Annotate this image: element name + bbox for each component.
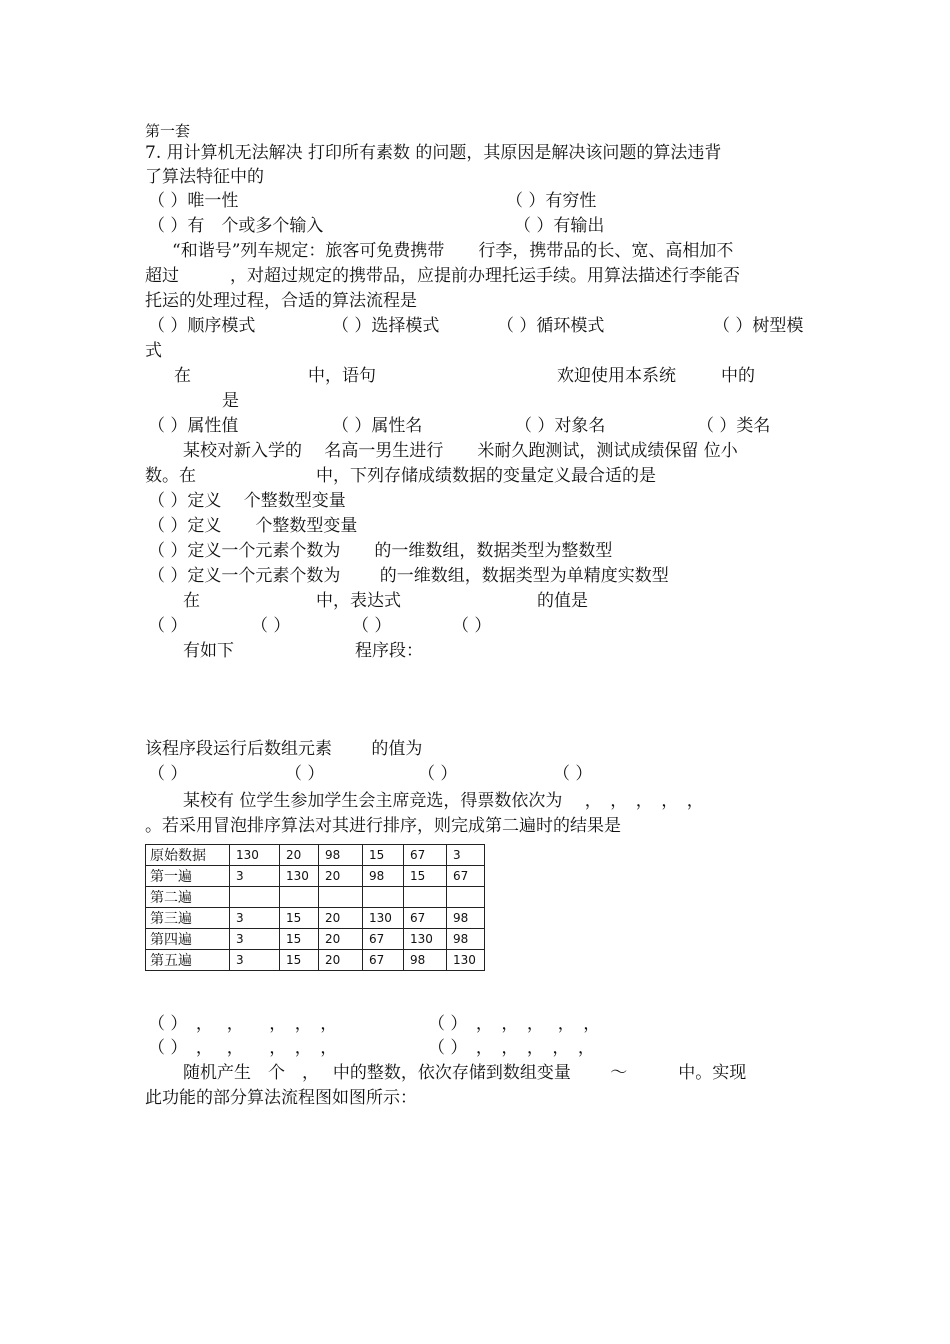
table-cell <box>404 887 447 908</box>
q7-option-a: （ ）唯一性 <box>148 191 239 211</box>
q8-option-a: （ ）顺序模式 <box>148 316 256 336</box>
table-row-label: 第三遍 <box>146 908 230 929</box>
q8-stem-line3: 托运的处理过程，合适的算法流程是 <box>145 291 417 311</box>
q10-stem-line2b: 中，下列存储成绩数据的变量定义最合适的是 <box>316 466 656 486</box>
table-cell: 98 <box>363 866 404 887</box>
q8-stem-line2: 超过 ，对超过规定的携带品，应提前办理托运手续。用算法描述行李能否 <box>145 266 740 286</box>
q7-option-b: （ ）有穷性 <box>506 191 597 211</box>
table-cell: 3 <box>230 929 280 950</box>
q9-option-b: （ ）属性名 <box>332 416 423 436</box>
q9-option-a: （ ）属性值 <box>148 416 239 436</box>
q9-stem-part3: 欢迎使用本系统 <box>557 366 676 386</box>
q9-option-c: （ ）对象名 <box>515 416 606 436</box>
table-row <box>146 929 485 950</box>
q12-option-d: （ ） <box>553 764 593 784</box>
q12-stem-part1: 有如下 <box>183 641 234 661</box>
table-row-label: 第四遍 <box>146 929 230 950</box>
table-cell: 130 <box>404 929 447 950</box>
table-cell <box>280 887 319 908</box>
table-cell: 3 <box>447 845 485 866</box>
table-cell <box>447 887 485 908</box>
q12-result-line: 该程序段运行后数组元素 的值为 <box>145 739 423 759</box>
q11-option-d: （ ） <box>452 616 492 636</box>
q13-stem-line2: 。若采用冒泡排序算法对其进行排序，则完成第二遍时的结果是 <box>145 816 621 836</box>
q13-option-b: （ ） ， ， ， ， ， <box>428 1014 601 1034</box>
table-cell: 67 <box>404 908 447 929</box>
table-cell: 67 <box>363 929 404 950</box>
q10-option-c: （ ）定义一个元素个数为 的一维数组，数据类型为整数型 <box>148 541 613 561</box>
q7-option-d: （ ）有输出 <box>514 216 605 236</box>
q10-option-d: （ ）定义一个元素个数为 的一维数组，数据类型为单精度实数型 <box>148 566 669 586</box>
table-cell: 98 <box>404 950 447 971</box>
q12-option-a: （ ） <box>148 764 188 784</box>
q13-option-d: （ ） ， ， ， ， ， <box>428 1038 595 1058</box>
table-cell <box>230 887 280 908</box>
q8-option-c: （ ）循环模式 <box>497 316 605 336</box>
q9-stem-part4: 中的 <box>721 366 755 386</box>
table-cell: 3 <box>230 950 280 971</box>
q13-option-a: （ ） ， ， ， ， ， <box>148 1014 338 1034</box>
table-cell: 67 <box>404 845 447 866</box>
q14-stem-line1: 随机产生 个 ， 中的整数，依次存储到数组变量 ～ 中。实现 <box>183 1063 747 1083</box>
table-row-label: 原始数据 <box>146 845 230 866</box>
q7-stem-line1: 7. 用计算机无法解决 打印所有素数 的问题，其原因是解决该问题的算法违背 <box>145 143 722 163</box>
q13-stem-line1: 某校有 位学生参加学生会主席竞选，得票数依次为 ， ， ， ， ， <box>183 791 704 811</box>
table-row <box>146 845 485 866</box>
table-cell: 20 <box>319 908 363 929</box>
q8-option-d-cont: 式 <box>145 341 162 361</box>
table-cell <box>363 887 404 908</box>
table-cell: 15 <box>280 950 319 971</box>
q13-option-c: （ ） ， ， ， ， ， <box>148 1038 338 1058</box>
table-cell: 67 <box>363 950 404 971</box>
table-row-label: 第一遍 <box>146 866 230 887</box>
table-cell: 20 <box>319 929 363 950</box>
table-cell: 98 <box>319 845 363 866</box>
q9-stem-part1: 在 <box>174 366 191 386</box>
q8-option-d: （ ）树型模 <box>713 316 804 336</box>
table-cell: 130 <box>363 908 404 929</box>
q8-stem-line1: “和谐号”列车规定：旅客可免费携带 行李，携带品的长、宽、高相加不 <box>172 241 734 261</box>
table-cell: 15 <box>363 845 404 866</box>
q11-option-c: （ ） <box>352 616 392 636</box>
table-cell: 15 <box>280 908 319 929</box>
table-row-label: 第五遍 <box>146 950 230 971</box>
q9-option-d: （ ）类名 <box>697 416 771 436</box>
q11-option-b: （ ） <box>251 616 291 636</box>
bubble-sort-table <box>145 844 485 971</box>
table-cell: 130 <box>447 950 485 971</box>
table-cell: 20 <box>319 950 363 971</box>
table-row <box>146 887 485 908</box>
table-row <box>146 866 485 887</box>
table-cell: 98 <box>447 929 485 950</box>
q10-option-b: （ ）定义 个整数型变量 <box>148 516 358 536</box>
table-cell: 3 <box>230 908 280 929</box>
q11-stem-part1: 在 <box>183 591 200 611</box>
table-cell: 15 <box>280 929 319 950</box>
q10-stem-line1: 某校对新入学的 名高一男生进行 米耐久跑测试，测试成绩保留 位小 <box>183 441 738 461</box>
q12-stem-part2: 程序段： <box>355 641 423 661</box>
table-row-label: 第二遍 <box>146 887 230 908</box>
table-cell: 20 <box>319 866 363 887</box>
table-cell: 3 <box>230 866 280 887</box>
q9-stem-part2: 中，语句 <box>308 366 376 386</box>
table-cell: 15 <box>404 866 447 887</box>
table-cell: 130 <box>280 866 319 887</box>
table-cell: 20 <box>280 845 319 866</box>
q12-option-b: （ ） <box>285 764 325 784</box>
q11-stem-part3: 的值是 <box>537 591 588 611</box>
table-cell <box>319 887 363 908</box>
table-cell: 67 <box>447 866 485 887</box>
table-cell: 130 <box>230 845 280 866</box>
q12-option-c: （ ） <box>418 764 458 784</box>
q9-stem-part5: 是 <box>222 391 239 411</box>
table-row <box>146 908 485 929</box>
q11-option-a: （ ） <box>148 616 188 636</box>
q7-stem-line2: 了算法特征中的 <box>145 167 264 187</box>
table-cell: 98 <box>447 908 485 929</box>
q14-stem-line2: 此功能的部分算法流程图如图所示： <box>145 1088 417 1108</box>
doc-title: 第一套 <box>145 122 191 140</box>
table-row <box>146 950 485 971</box>
q10-option-a: （ ）定义 个整数型变量 <box>148 491 346 511</box>
q7-option-c: （ ）有 个或多个输入 <box>148 216 324 236</box>
q10-stem-line2a: 数。在 <box>145 466 196 486</box>
q11-stem-part2: 中，表达式 <box>316 591 401 611</box>
q8-option-b: （ ）选择模式 <box>332 316 440 336</box>
